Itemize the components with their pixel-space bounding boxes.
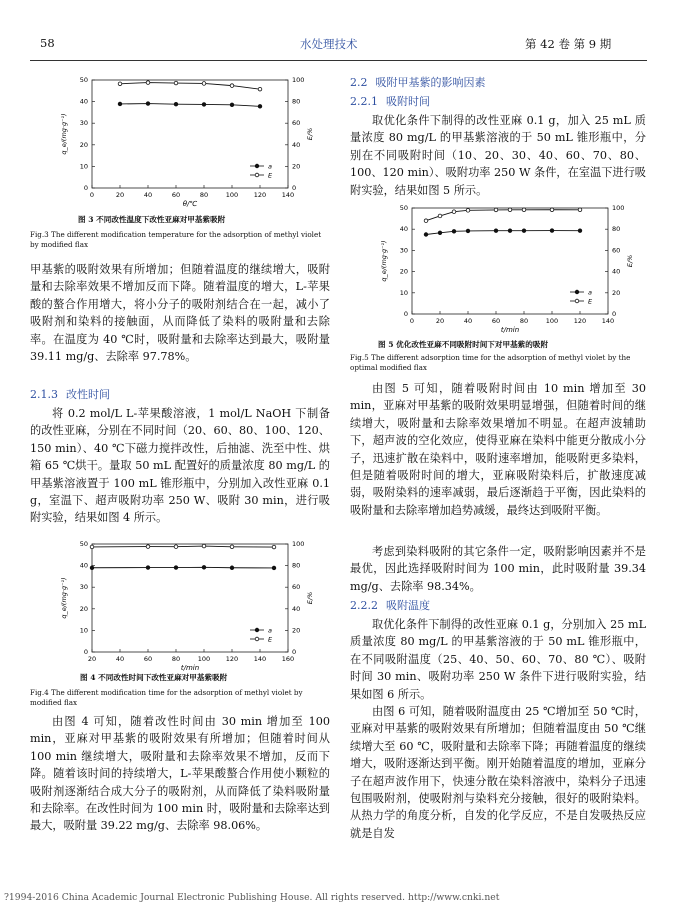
x-axis-label: θ/℃ (182, 200, 198, 208)
data-point-a (466, 229, 470, 233)
legend-label-E: E (588, 297, 593, 306)
section-number: 2.2.1 (350, 95, 378, 108)
plot-frame (92, 544, 288, 652)
y-left-tick-label: 20 (79, 140, 88, 149)
volume-issue: 第 42 卷 第 9 期 (525, 37, 612, 51)
x-axis-label: t/min (180, 664, 200, 672)
y-left-axis-label: q_e/(mg·g⁻¹) (380, 240, 388, 282)
paragraph-6: 考虑到染料吸附的其它条件一定，吸附影响因素并不是最优，因此选择吸附时间为 100 min，此时吸附量 39.34 mg/g、去除率 98.34%。 (350, 545, 646, 593)
data-point-a (146, 566, 150, 570)
legend-marker-a (575, 290, 579, 294)
data-point-a (258, 105, 262, 109)
data-point-E (202, 544, 206, 548)
y-left-tick-label: 10 (79, 162, 88, 171)
x-tick-label: 100 (545, 317, 559, 325)
y-right-tick-label: 40 (292, 140, 301, 149)
y-left-tick-label: 10 (399, 288, 408, 297)
legend-label-a: a (268, 162, 272, 171)
legend-label-E: E (268, 635, 273, 644)
y-left-tick-label: 20 (79, 604, 88, 613)
legend-label-E: E (268, 171, 273, 180)
y-right-axis-label: E/% (306, 591, 314, 605)
section-title: 吸附温度 (386, 599, 430, 612)
series-line-a (426, 231, 580, 235)
data-point-E (508, 208, 512, 212)
x-tick-label: 80 (171, 655, 181, 663)
legend-marker-a (255, 628, 259, 632)
plot-frame (92, 80, 288, 188)
data-point-a (424, 233, 428, 237)
data-point-E (146, 81, 150, 85)
data-point-E (550, 208, 554, 212)
section-title: 改性时间 (66, 388, 110, 401)
legend-label-a: a (268, 626, 272, 635)
y-left-tick-label: 30 (79, 119, 88, 128)
x-tick-label: 0 (89, 191, 95, 199)
figure-3 (58, 72, 318, 212)
series-line-E (120, 83, 260, 90)
x-tick-label: 120 (225, 655, 239, 663)
data-point-a (550, 229, 554, 233)
data-point-a (494, 229, 498, 233)
y-right-tick-label: 100 (612, 204, 625, 212)
y-left-tick-label: 20 (399, 267, 408, 276)
series-line-a (120, 104, 260, 107)
data-point-a (202, 566, 206, 570)
data-point-a (272, 566, 276, 570)
section-2-2-2 (350, 597, 430, 613)
data-point-a (174, 566, 178, 570)
data-point-a (174, 102, 178, 106)
y-left-tick-label: 30 (399, 246, 408, 255)
data-point-a (522, 229, 526, 233)
y-left-tick-label: 10 (79, 626, 88, 635)
section-title: 吸附时间 (386, 95, 430, 108)
y-right-tick-label: 0 (292, 184, 297, 192)
y-right-tick-label: 40 (292, 604, 301, 613)
section-number: 2.2 (350, 76, 368, 89)
y-left-axis-label: q_e/(mg·g⁻¹) (60, 113, 68, 155)
y-right-tick-label: 60 (292, 119, 301, 128)
paragraph-3: 由图 4 可知，随着改性时间由 30 min 增加至 100 min，亚麻对甲基紫的吸附效果有所增加；但随着时间从 100 min 继续增大，吸附量和去除率效果不增加，反而下降。随着该时间的持续增大，L-苹果酸螯合作用使小颗粒的吸附剂逐渐结合成大分子的吸附剂，从而降低了染料吸附量和去除率。在改性时间为 100 min 时，吸附量和去除率达到最大，吸附量 39.22 mg/g、去除率 98.06%。 (30, 715, 330, 833)
fig3-caption-cn: 图 3 不同改性温度下改性亚麻对甲基紫吸附 (78, 215, 226, 224)
y-right-tick-label: 0 (612, 310, 617, 318)
data-point-E (174, 81, 178, 85)
y-left-tick-label: 40 (399, 225, 408, 234)
data-point-E (452, 210, 456, 214)
section-number: 2.2.2 (350, 599, 378, 612)
paragraph-1: 甲基紫的吸附效果有所增加；但随着温度的继续增大，吸附量和去除率效果不增加反而下降。随着温度的增大，L-苹果酸的螯合作用增大，将小分子的吸附剂结合在一起，减小了吸附剂和染料的接触面，从而降低了染料的吸附量和去除率。在温度为 40 ℃时，吸附量和去除率达到最大，吸附量 39.11 mg/g、去除率 97.78%。 (30, 263, 330, 364)
y-right-tick-label: 40 (612, 267, 621, 276)
header-rule (30, 60, 647, 61)
data-point-E (522, 208, 526, 212)
x-tick-label: 140 (281, 191, 295, 199)
y-left-tick-label: 40 (79, 97, 88, 106)
data-point-a (230, 103, 234, 107)
y-right-tick-label: 100 (292, 540, 305, 548)
page-number: 58 (40, 36, 55, 50)
y-left-tick-label: 0 (403, 310, 408, 318)
plot-frame (412, 208, 608, 314)
y-right-tick-label: 20 (612, 288, 621, 297)
x-tick-label: 40 (463, 317, 473, 325)
x-tick-label: 60 (491, 317, 501, 325)
y-left-tick-label: 30 (79, 583, 88, 592)
data-point-a (452, 230, 456, 234)
y-right-axis-label: E/% (626, 254, 634, 268)
paragraph-7: 取优化条件下制得的改性亚麻 0.1 g，分别加入 25 mL 质量浓度 80 mg/L 的甲基紫溶液的于 50 mL 锥形瓶中，在不同吸附温度（25、40、50、60、70、80 ℃）、吸附时间 30 min、吸附功率 250 W 条件下进行吸附实验，结果如图 6 所示。 (350, 618, 646, 701)
data-point-a (578, 229, 582, 233)
x-tick-label: 60 (143, 655, 153, 663)
fig5-caption-cn: 图 5 优化改性亚麻不同吸附时间下对甲基紫的吸附 (378, 340, 549, 349)
x-tick-label: 120 (253, 191, 267, 199)
y-right-tick-label: 80 (612, 225, 621, 234)
y-right-tick-label: 60 (612, 246, 621, 255)
data-point-E (230, 545, 234, 549)
figure-5-chart (378, 200, 638, 338)
data-point-E (118, 82, 122, 86)
legend-marker-E (255, 173, 259, 177)
data-point-E (272, 545, 276, 549)
data-point-a (438, 231, 442, 235)
y-left-tick-label: 0 (83, 648, 88, 656)
y-left-tick-label: 50 (399, 204, 408, 212)
y-right-tick-label: 80 (292, 561, 301, 570)
y-left-tick-label: 0 (83, 184, 88, 192)
fig5-caption-en: Fig.5 The different adsorption time for the adsorption of methyl violet by the optimal modified flax (350, 353, 631, 372)
legend-marker-a (255, 164, 259, 168)
data-point-a (118, 102, 122, 106)
section-number: 2.1.3 (30, 388, 58, 401)
data-point-E (230, 84, 234, 88)
data-point-a (508, 229, 512, 233)
data-point-E (578, 208, 582, 212)
x-tick-label: 0 (409, 317, 415, 325)
paragraph-4: 取优化条件下制得的改性亚麻 0.1 g，加入 25 mL 质量浓度 80 mg/L 的甲基紫溶液的于 50 mL 锥形瓶中，分别在不同吸附时间（10、20、30、40、60、70、80、100、120 min）、吸附功率 250 W 条件，在室温下进行吸附实验，结果如图 5 所示。 (350, 114, 646, 197)
legend-marker-E (575, 299, 579, 303)
data-point-E (202, 82, 206, 86)
data-point-E (438, 214, 442, 218)
data-point-a (146, 102, 150, 106)
x-tick-label: 80 (199, 191, 209, 199)
x-tick-label: 140 (253, 655, 267, 663)
legend-marker-E (255, 637, 259, 641)
y-right-tick-label: 80 (292, 97, 301, 106)
y-right-tick-label: 20 (292, 626, 301, 635)
section-2-1-3 (30, 386, 110, 402)
fig3-caption-en: Fig.3 The different modification temperature for the adsorption of methyl violet by modified flax (30, 230, 322, 249)
x-tick-label: 100 (225, 191, 239, 199)
journal-title: 水处理技术 (300, 37, 358, 51)
section-2-2 (350, 74, 486, 90)
x-tick-label: 60 (171, 191, 181, 199)
section-title: 吸附甲基紫的影响因素 (375, 76, 486, 89)
data-point-E (494, 208, 498, 212)
data-point-E (466, 209, 470, 213)
fig4-caption-en: Fig.4 The different modification time for the adsorption of methyl violet by modified flax (30, 688, 303, 707)
paragraph-5: 由图 5 可知，随着吸附时间由 10 min 增加至 30 min，亚麻对甲基紫的吸附效果明显增强，但随着时间的继续增大，吸附量和去除率效果增加不明显。在超声波辅助下，超声波的空化效应，使得亚麻在染料中能更分散成小分子，迅速扩散在染料中，吸附速率增加，能吸附更多染料，但是随着吸附时间的增大，亚麻吸附染料后，扩散速度减弱，吸附染料的速率减弱，最后逐渐趋于平衡，因此染料的吸附量和去除率增加趋势减缓，最终达到吸附平衡。 (350, 382, 646, 517)
data-point-E (90, 545, 94, 549)
x-axis-label: t/min (500, 326, 520, 334)
y-right-axis-label: E/% (306, 127, 314, 141)
x-tick-label: 140 (601, 317, 615, 325)
x-tick-label: 80 (519, 317, 529, 325)
x-tick-label: 100 (197, 655, 211, 663)
x-tick-label: 120 (573, 317, 587, 325)
copyright-footer: ?1994-2016 China Academic Journal Electronic Publishing House. All rights reserved. http://www.cnki.net (4, 892, 500, 903)
figure-4 (58, 536, 318, 676)
fig4-caption-cn: 图 4 不同改性时间下改性亚麻对甲基紫吸附 (80, 673, 228, 682)
legend-label-a: a (588, 288, 592, 297)
figure-3-chart (58, 72, 318, 212)
data-point-E (174, 545, 178, 549)
paragraph-2: 将 0.2 mol/L L-苹果酸溶液，1 mol/L NaOH 下制备的改性亚麻，分别在不同时间（20、60、80、100、120、150 min）、40 ℃下磁力搅拌改性，后抽滤、洗至中性、烘箱 65 ℃烘干。量取 50 mL 配置好的质量浓度 80 mg/L 的甲基紫溶液置于 100 mL 锥形瓶中，分别加入改性亚麻 0.1 g，室温下、超声吸附功率 250 W、吸附 30 min，进行吸附实验，结果如图 4 所示。 (30, 407, 330, 525)
y-left-tick-label: 40 (79, 561, 88, 570)
y-right-tick-label: 20 (292, 162, 301, 171)
y-right-tick-label: 0 (292, 648, 297, 656)
data-point-E (146, 545, 150, 549)
y-right-tick-label: 60 (292, 583, 301, 592)
data-point-a (202, 103, 206, 107)
y-left-tick-label: 50 (79, 76, 88, 84)
y-left-axis-label: q_e/(mg·g⁻¹) (60, 577, 68, 619)
section-2-2-1 (350, 93, 430, 109)
x-tick-label: 20 (87, 655, 97, 663)
series-line-E (92, 546, 274, 547)
x-tick-label: 20 (115, 191, 125, 199)
data-point-a (230, 566, 234, 570)
y-right-tick-label: 100 (292, 76, 305, 84)
series-line-E (426, 210, 580, 221)
data-point-E (258, 87, 262, 91)
y-left-tick-label: 50 (79, 540, 88, 548)
series-line-a (92, 567, 274, 568)
x-tick-label: 40 (115, 655, 125, 663)
paragraph-8: 由图 6 可知，随着吸附温度由 25 ℃增加至 50 ℃时，亚麻对甲基紫的吸附效果有所增加；但随着温度由 50 ℃继续增大至 60 ℃，吸附量和去除率下降；再随着温度的继续增大，吸附逐渐达到平衡。刚开始随着温度的增加，亚麻分子在超声波作用下，快速分散在染料溶液中，染料分子迅速包围吸附剂，使吸附剂与染料充分接触，很好的吸附染料。从热力学的角度分析，自发的化学反应，不是自发吸热反应就是自发 (350, 705, 646, 840)
x-tick-label: 160 (281, 655, 295, 663)
x-tick-label: 20 (435, 317, 445, 325)
figure-5 (378, 200, 638, 338)
data-point-a (90, 566, 94, 570)
data-point-E (424, 219, 428, 223)
figure-4-chart (58, 536, 318, 676)
x-tick-label: 40 (143, 191, 153, 199)
